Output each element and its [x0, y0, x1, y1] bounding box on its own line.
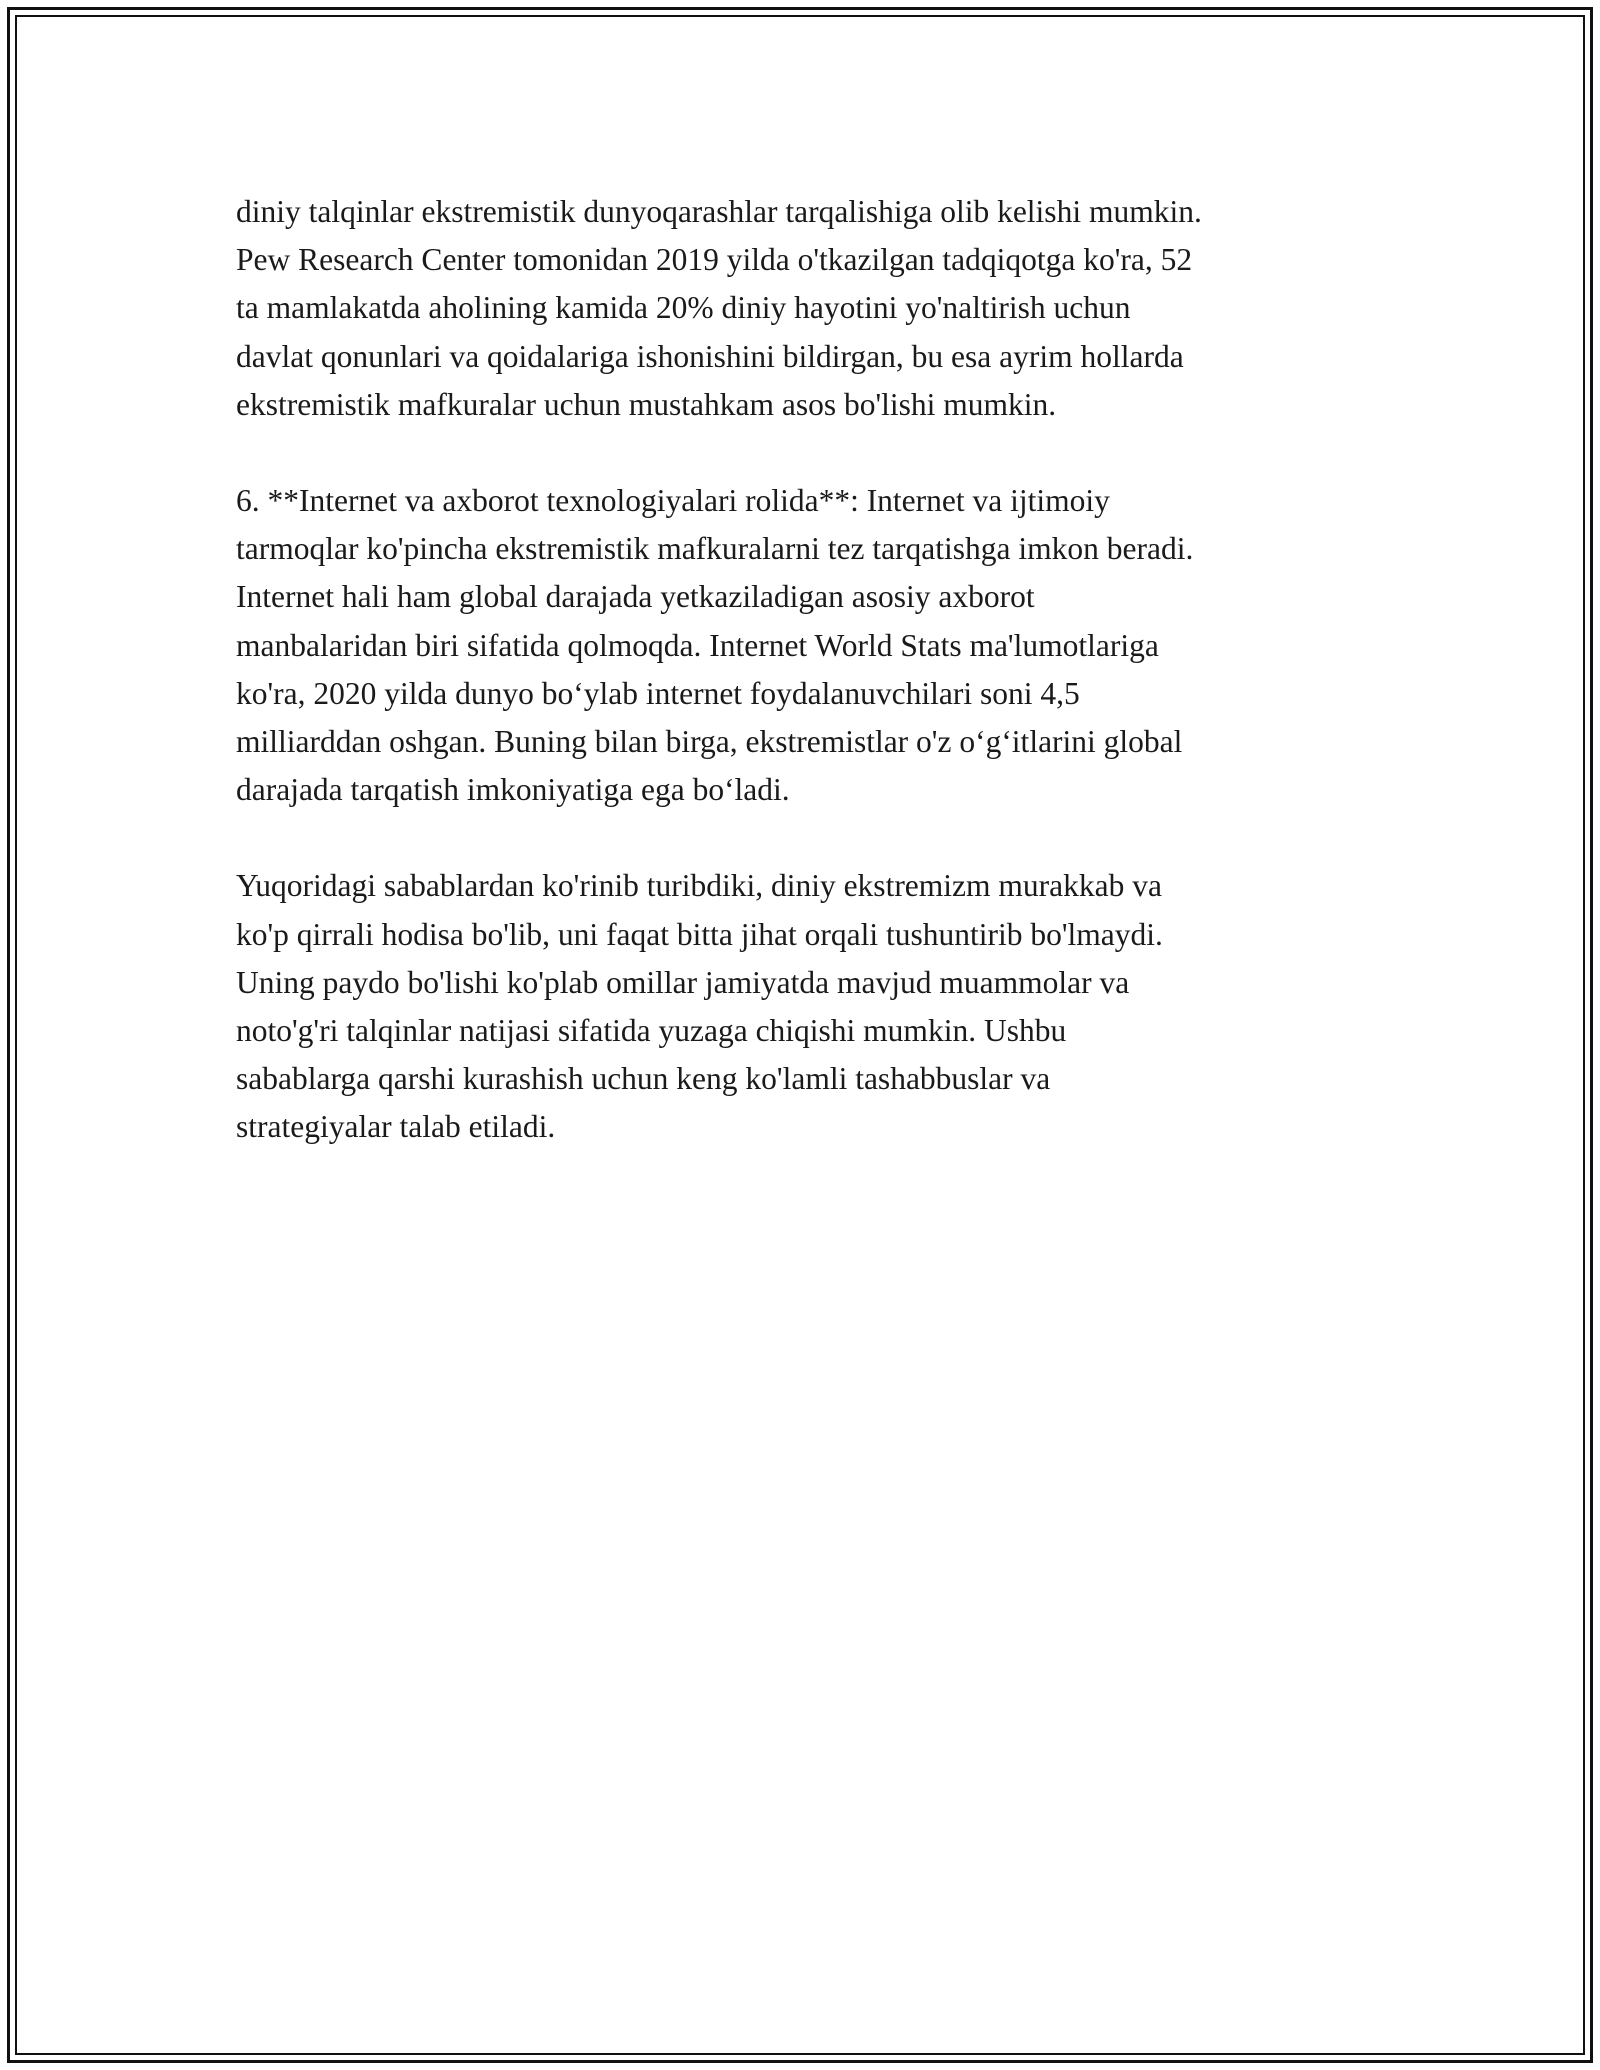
text-line: manbalaridan biri sifatida qolmoqda. Internet World Stats ma'lumotlariga: [236, 627, 1159, 663]
text-line: sabablarga qarshi kurashish uchun keng ko'lamli tashabbuslar va: [236, 1061, 1051, 1097]
text-line: milliarddan oshgan. Buning bilan birga, ekstremistlar o'z o‘g‘itlarini global: [236, 724, 1183, 760]
text-line: noto'g'ri talqinlar natijasi sifatida yuzaga chiqishi mumkin. Ushbu: [236, 1013, 1067, 1049]
text-line: davlat qonunlari va qoidalariga ishonishini bildirgan, bu esa ayrim hollarda: [236, 338, 1184, 374]
text-line: ko'ra, 2020 yilda dunyo bo‘ylab internet foydalanuvchilari soni 4,5: [236, 675, 1080, 711]
text-line: Internet hali ham global darajada yetkaziladigan asosiy axborot: [236, 579, 1035, 615]
text-line: tarmoqlar ko'pincha ekstremistik mafkuralarni tez tarqatishga imkon beradi.: [236, 531, 1194, 567]
text-line: ta mamlakatda aholining kamida 20% diniy hayotini yo'naltirish uchun: [236, 290, 1131, 326]
text-line: darajada tarqatish imkoniyatiga ega bo‘ladi.: [236, 772, 790, 808]
text-line: 6. **Internet va axborot texnologiyalari rolida**: Internet va ijtimoiy: [236, 483, 1110, 519]
text-line: strategiyalar talab etiladi.: [236, 1109, 556, 1145]
document-body: [236, 188, 1376, 1200]
text-line: ekstremistik mafkuralar uchun mustahkam asos bo'lishi mumkin.: [236, 386, 1057, 422]
paragraph-religious-interpretations: [236, 188, 1376, 429]
text-line: Yuqoridagi sabablardan ko'rinib turibdiki, diniy ekstremizm murakkab va: [236, 868, 1162, 904]
text-line: Uning paydo bo'lishi ko'plab omillar jamiyatda mavjud muammolar va: [236, 964, 1130, 1000]
text-line: Pew Research Center tomonidan 2019 yilda o'tkazilgan tadqiqotga ko'ra, 52: [236, 242, 1193, 278]
paragraph-internet-role: [236, 477, 1376, 814]
paragraph-conclusion: [236, 862, 1376, 1151]
text-line: diniy talqinlar ekstremistik dunyoqarashlar tarqalishiga olib kelishi mumkin.: [236, 194, 1202, 229]
text-line: ko'p qirrali hodisa bo'lib, uni faqat bitta jihat orqali tushuntirib bo'lmaydi.: [236, 916, 1163, 952]
